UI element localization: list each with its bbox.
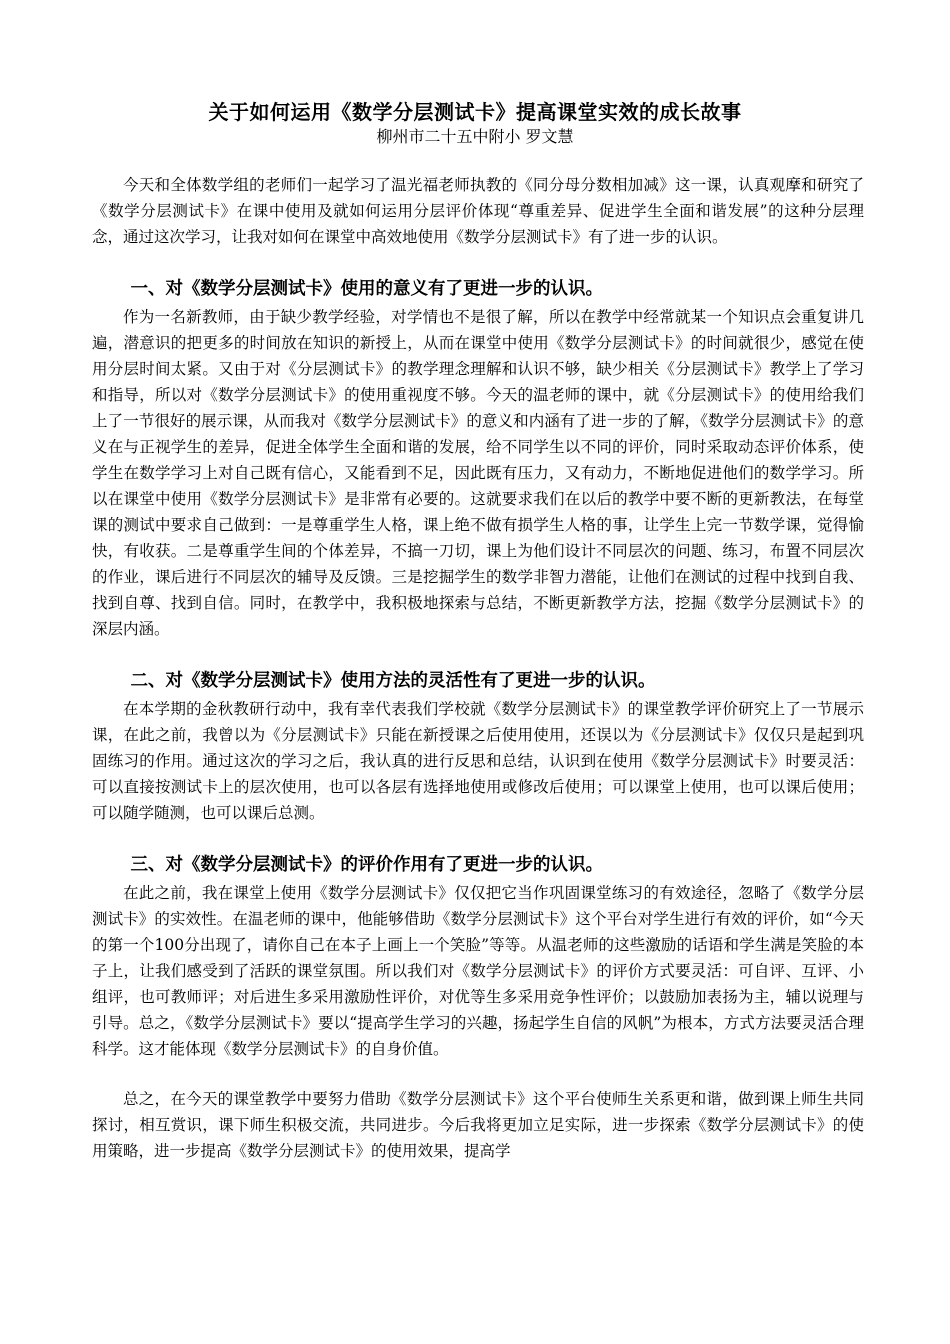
document-author: 柳州市二十五中附小 罗文慧 (376, 127, 574, 146)
intro-paragraph: 今天和全体数学组的老师们一起学习了温光福老师执教的《同分母分数相加减》这一课，认真观摩和研究了《数学分层测试卡》在课中使用及就如何运用分层评价体现“尊重差异、促进学生全面和谐发展”的这种分层理念，通过这次学习，让我对如何在课堂中高效地使用《数学分层测试卡》有了进一步的认识。 (92, 176, 864, 246)
conclusion-paragraph: 总之，在今天的课堂教学中要努力借助《数学分层测试卡》这个平台使师生关系更和谐，做到课上师生共同探讨，相互赏识，课下师生积极交流，共同进步。今后我将更加立足实际，进一步探索《数学分层测试卡》的使用策略，进一步提高《数学分层测试卡》的使用效果，提高学 (92, 1090, 864, 1160)
section-1-heading: 一、对《数学分层测试卡》使用的意义有了更进一步的认识。 (130, 279, 603, 299)
document-body (92, 172, 864, 1164)
section-2-heading: 二、对《数学分层测试卡》使用方法的灵活性有了更进一步的认识。 (130, 671, 656, 691)
section-3-heading: 三、对《数学分层测试卡》的评价作用有了更进一步的认识。 (130, 855, 603, 875)
document-title: 关于如何运用《数学分层测试卡》提高课堂实效的成长故事 (208, 100, 742, 124)
section-3-paragraph: 在此之前，我在课堂上使用《数学分层测试卡》仅仅把它当作巩固课堂练习的有效途径，忽略了《数学分层测试卡》的实效性。在温老师的课中，他能够借助《数学分层测试卡》这个平台对学生进行有效的评价，如“今天的第一个100分出现了，请你自己在本子上画上一个笑脸”等等。从温老师的这些激励的话语和学生满是笑脸的本子上，让我们感受到了活跃的课堂氛围。所以我们对《数学分层测试卡》的评价方式要灵活：可自评、互评、小组评，也可教师评；对后进生多采用激励性评价，对优等生多采用竞争性评价；以鼓励加表扬为主，辅以说理与引导。总之，《数学分层测试卡》要以“提高学生学习的兴趣，扬起学生自信的风帆”为根本，方式方法要灵活合理科学。这才能体现《数学分层测试卡》的自身价值。 (92, 884, 864, 1058)
section-2-paragraph: 在本学期的金秋教研行动中，我有幸代表我们学校就《数学分层测试卡》的课堂教学评价研究上了一节展示课，在此之前，我曾以为《分层测试卡》只能在新授课之后使用使用，还误以为《分层测试卡》仅仅只是起到巩固练习的作用。通过这次的学习之后，我认真的进行反思和总结，认识到在使用《数学分层测试卡》时要灵活：可以直接按测试卡上的层次使用，也可以各层有选择地使用或修改后使用；可以课堂上使用，也可以课后使用；可以随学随测，也可以课后总测。 (92, 700, 864, 822)
section-1-paragraph: 作为一名新教师，由于缺少教学经验，对学情也不是很了解，所以在教学中经常就某一个知识点会重复讲几遍，潜意识的把更多的时间放在知识的新授上，从而在课堂中使用《数学分层测试卡》的时间就很少，感觉在使用分层时间太紧。又由于对《分层测试卡》的教学理念理解和认识不够，缺少相关《分层测试卡》教学上了学习和指导，所以对《数学分层测试卡》的使用重视度不够。今天的温老师的课中，就《分层测试卡》的使用给我们上了一节很好的展示课，从而我对《数学分层测试卡》的意义和内涵有了进一步的了解，《数学分层测试卡》的意义在与正视学生的差异，促进全体学生全面和谐的发展，给不同学生以不同的评价，同时采取动态评价体系，使学生在数学学习上对自己既有信心，又能看到不足，因此既有压力，又有动力，不断地促进他们的数学学习。所以在课堂中使用《数学分层测试卡》是非常有必要的。这就要求我们在以后的教学中要不断的更新教法，在每堂课的测试中要求自己做到：一是尊重学生人格，课上绝不做有损学生人格的事，让学生上完一节数学课，觉得愉快，有收获。二是尊重学生间的个体差异，不搞一刀切，课上为他们设计不同层次的问题、练习，布置不同层次的作业，课后进行不同层次的辅导及反馈。三是挖掘学生的数学非智力潜能，让他们在测试的过程中找到自我、找到自尊、找到自信。同时，在教学中，我积极地探索与总结，不断更新教学方法，挖掘《数学分层测试卡》的深层内涵。 (92, 308, 864, 638)
